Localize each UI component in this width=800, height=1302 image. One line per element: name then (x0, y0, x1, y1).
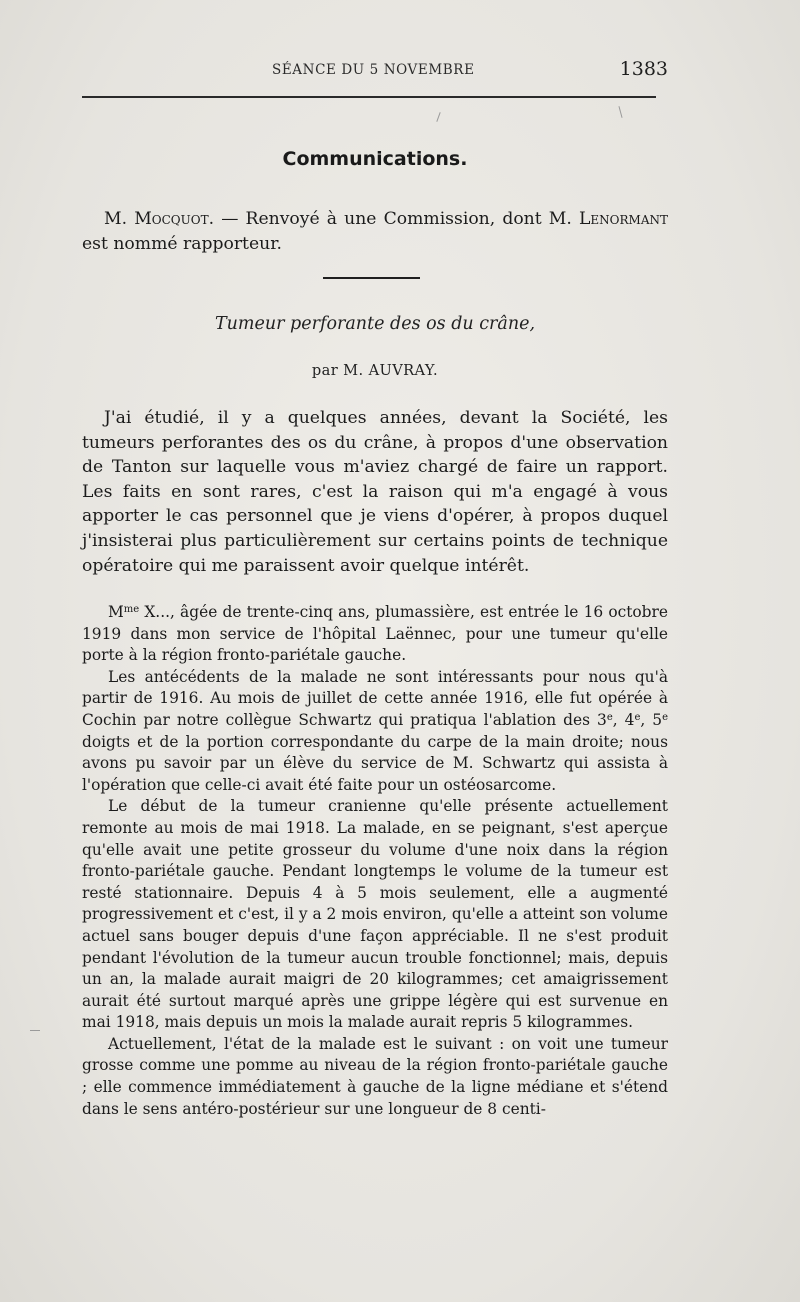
case-paragraph-4: Actuellement, l'état de la malade est le suivant : on voit une tumeur grosse comme une pomme au niveau de la région fronto-pariétale gauche ; elle commence immédiatement à gauche de la ligne médiane et s'étend dans le sens antéro-postérieur sur une longueur de 8 centi- (82, 1034, 668, 1118)
scan-speck (618, 106, 622, 118)
intro-paragraph (82, 406, 668, 578)
case-paragraph-3: Le début de la tumeur cranienne qu'elle présente actuellement remonte au mois de mai 1918. La malade, en se peignant, s'est aperçue qu'elle avait une petite grosseur du volume d'une noix dans la région fronto-pariétale gauche. Pendant longtemps le volume de la tumeur est resté stationnaire. Depuis 4 à 5 mois seulement, elle a augmenté progressivement et c'est, il y a 2 mois environ, qu'elle a atteint son volume actuel sans bouger depuis d'une façon appréciable. Il ne s'est produit pendant l'évolution de la tumeur aucun trouble fonctionnel; mais, depuis un an, la malade aurait maigri de 20 kilogrammes; cet amaigrissement aurait été surtout marqué après une grippe légère qui est survenue en mai 1918, mais depuis un mois la malade aurait repris 5 kilogrammes. (82, 797, 668, 1032)
author-name-mocquot: M. Mocquot. (104, 209, 215, 229)
case-report (82, 602, 668, 1120)
article-byline: par M. AUVRAY. (311, 362, 439, 379)
case-paragraph-1: $M^{me}$ X..., âgée de trente-cinq ans, plumassière, est entrée le 16 octobre 1919 dans mon service de l'hôpital Laënnec, pour une tumeur qu'elle porte à la région fronto-pariétale gauche. (82, 603, 668, 665)
rapporteur-name: Lenormant (578, 209, 668, 229)
section-divider (323, 277, 420, 279)
running-head (82, 58, 668, 84)
scan-speck (30, 1030, 40, 1031)
article-title: Tumeur perforante des os du crâne, (214, 314, 536, 334)
page-number: 1383 (619, 58, 668, 80)
mocquot-paragraph (82, 207, 668, 256)
case-paragraph-2: Les antécédents de la malade ne sont intéressants pour nous qu'à partir de 1916. Au mois de juillet de cette année 1916, elle fut opérée à Cochin par notre collègue Schwartz qui pratiqua l'ablation des 3e, 4e, 5e doigts et de la portion correspondante du carpe de la main droite; nous avons pu savoir par un élève du service de M. Schwartz qui assista à l'opération que celle-ci avait été faite pour un ostéosarcome. (82, 667, 669, 794)
section-title: Communications. (282, 148, 468, 170)
mocquot-text: — Renvoyé à une Commission, dont M. (214, 209, 579, 229)
mocquot-text-end: est nommé rapporteur. (82, 233, 282, 254)
header-rule (82, 96, 656, 98)
scan-speck (436, 112, 440, 122)
intro-text: J'ai étudié, il y a quelques années, devant la Société, les tumeurs perforantes des os du crâne, à propos d'une observation de Tanton sur laquelle vous m'aviez chargé de faire un rapport. Les faits en sont rares, c'est la raison qui m'a engagé à vous apporter le cas personnel que je viens d'opérer, à propos duquel j'insisterai plus particulièrement sur certains points de technique opératoire qui me paraissent avoir quelque intérêt. (82, 408, 668, 576)
running-head-title: SÉANCE DU 5 NOVEMBRE (272, 62, 475, 78)
